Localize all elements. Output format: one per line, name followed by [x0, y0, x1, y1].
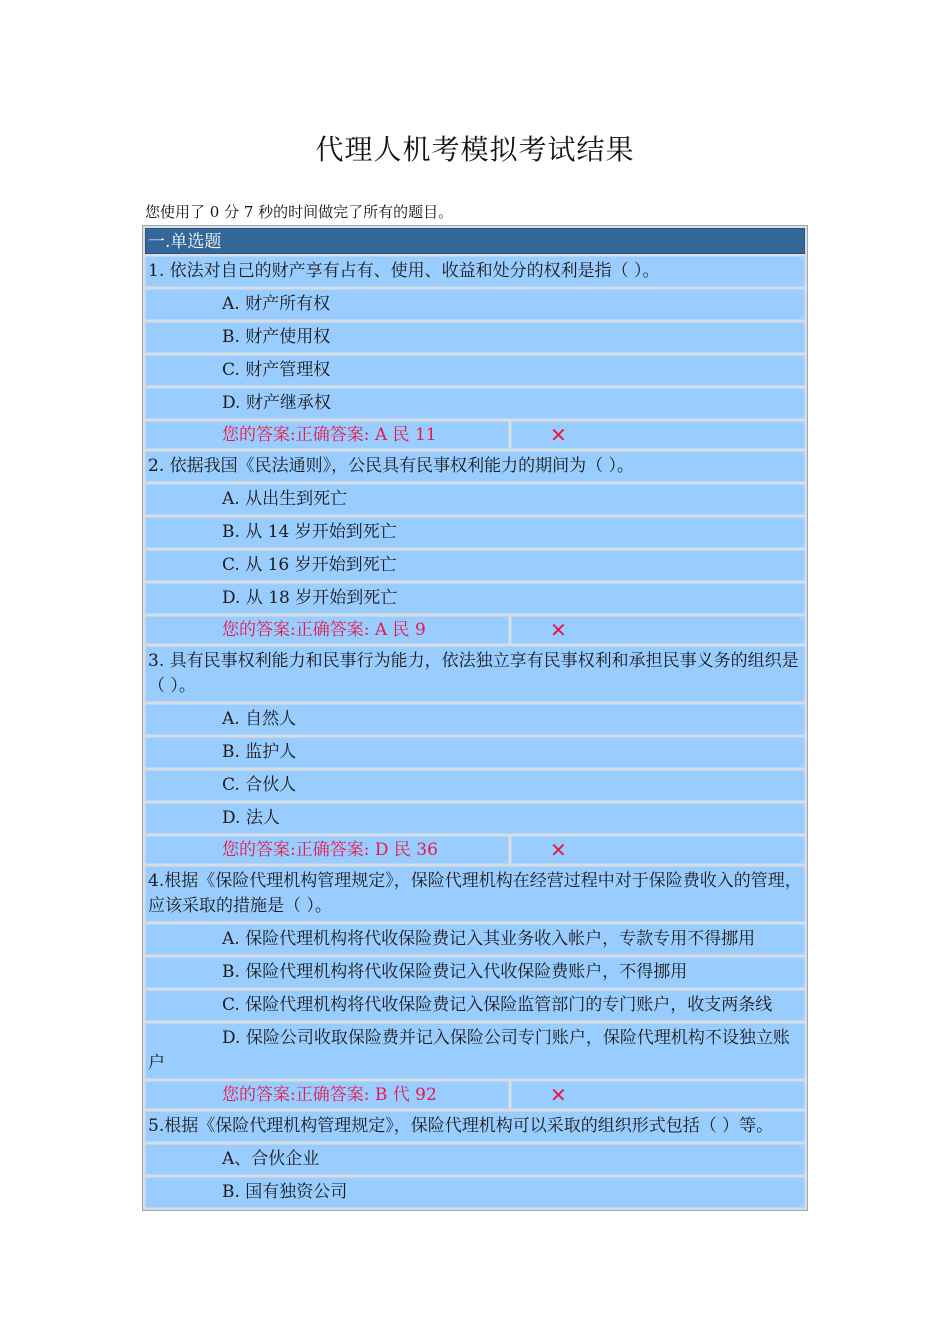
- question-5: 5.根据《保险代理机构管理规定》，保险代理机构可以采取的组织形式包括（ ）等。: [145, 1111, 805, 1142]
- q2-option-b[interactable]: B. 从 14 岁开始到死亡: [145, 517, 805, 548]
- q1-option-d[interactable]: D. 财产继承权: [145, 388, 805, 419]
- page-title: 代理人机考模拟考试结果: [315, 133, 635, 166]
- q1-option-a[interactable]: A. 财产所有权: [145, 289, 805, 320]
- your-answer-label: 您的答案:: [222, 1085, 296, 1105]
- correct-answer: 正确答案: A 民 11: [295, 425, 437, 445]
- your-answer-label: 您的答案:: [222, 840, 296, 860]
- q5-option-b[interactable]: B. 国有独资公司: [145, 1177, 805, 1208]
- q3-answer-row: [145, 836, 805, 864]
- q1-option-b[interactable]: B. 财产使用权: [145, 322, 805, 353]
- correct-answer: 正确答案: B 代 92: [295, 1085, 437, 1105]
- q1-answer-row: [145, 421, 805, 449]
- correct-answer: 正确答案: A 民 9: [295, 620, 426, 640]
- your-answer-label: 您的答案:: [222, 620, 296, 640]
- wrong-mark-icon: ✕: [511, 836, 805, 864]
- q4-answer-text: [145, 1081, 509, 1109]
- q2-answer-text: [145, 616, 509, 644]
- q3-option-d[interactable]: D. 法人: [145, 803, 805, 834]
- question-2: 2. 依据我国《民法通则》，公民具有民事权利能力的期间为（ ）。: [145, 451, 805, 482]
- q3-option-a[interactable]: A. 自然人: [145, 704, 805, 735]
- q2-option-d[interactable]: D. 从 18 岁开始到死亡: [145, 583, 805, 614]
- q1-answer-text: [145, 421, 509, 449]
- q3-option-b[interactable]: B. 监护人: [145, 737, 805, 768]
- q4-option-a[interactable]: A. 保险代理机构将代收保险费记入其业务收入帐户，专款专用不得挪用: [145, 924, 805, 955]
- q5-option-a[interactable]: A、合伙企业: [145, 1144, 805, 1175]
- time-summary: 您使用了 0 分 7 秒的时间做完了所有的题目。: [145, 203, 454, 221]
- question-1: 1. 依法对自己的财产享有占有、使用、收益和处分的权利是指（ ）。: [145, 256, 805, 287]
- your-answer-label: 您的答案:: [222, 425, 296, 445]
- question-4: 4.根据《保险代理机构管理规定》，保险代理机构在经营过程中对于保险费收入的管理，应该采取的措施是（ ）。: [145, 866, 805, 922]
- correct-answer: 正确答案: D 民 36: [295, 840, 438, 860]
- q2-option-a[interactable]: A. 从出生到死亡: [145, 484, 805, 515]
- q3-option-c[interactable]: C. 合伙人: [145, 770, 805, 801]
- question-3: 3. 具有民事权利能力和民事行为能力，依法独立享有民事权利和承担民事义务的组织是（ ）。: [145, 646, 805, 702]
- q2-answer-row: [145, 616, 805, 644]
- q4-option-d[interactable]: D. 保险公司收取保险费并记入保险公司专门账户，保险代理机构不设独立账户: [145, 1023, 805, 1079]
- wrong-mark-icon: ✕: [511, 1081, 805, 1109]
- q4-option-c[interactable]: C. 保险代理机构将代收保险费记入保险监管部门的专门账户，收支两条线: [145, 990, 805, 1021]
- wrong-mark-icon: ✕: [511, 421, 805, 449]
- q3-answer-text: [145, 836, 509, 864]
- q1-option-c[interactable]: C. 财产管理权: [145, 355, 805, 386]
- q4-answer-row: [145, 1081, 805, 1109]
- q2-option-c[interactable]: C. 从 16 岁开始到死亡: [145, 550, 805, 581]
- section-header: 一.单选题: [145, 228, 805, 254]
- q4-option-b[interactable]: B. 保险代理机构将代收保险费记入代收保险费账户，不得挪用: [145, 957, 805, 988]
- wrong-mark-icon: ✕: [511, 616, 805, 644]
- exam-result-table: [142, 225, 808, 1211]
